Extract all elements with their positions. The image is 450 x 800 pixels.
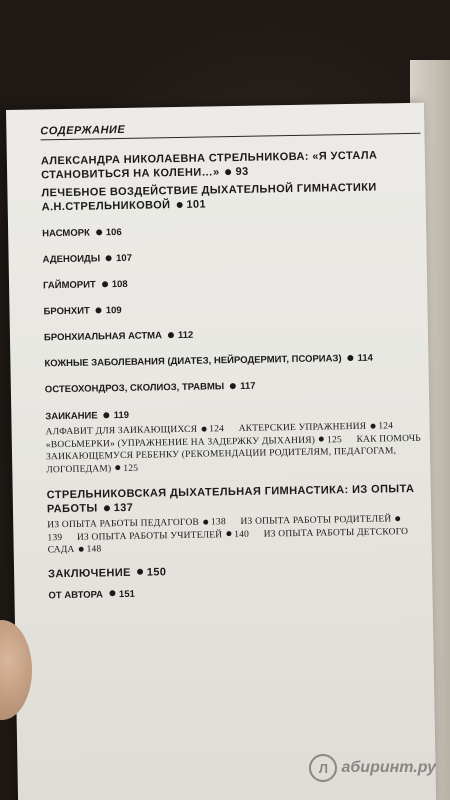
toc-subentry-title: ИЗ ОПЫТА РАБОТЫ УЧИТЕЛЕЙ — [76, 529, 223, 543]
toc-entry-title: ЛЕЧЕБНОЕ ВОЗДЕЙСТВИЕ ДЫХАТЕЛЬНОЙ ГИМНАСТИКИ А.Н.СТРЕЛЬНИКОВОЙ — [41, 181, 377, 214]
toc-subentry-page: 148 — [86, 544, 102, 555]
toc-entry-page: 93 — [235, 165, 249, 179]
bullet-icon — [96, 307, 102, 313]
toc-entry — [41, 148, 421, 183]
watermark — [309, 754, 436, 782]
toc-entry — [43, 247, 423, 267]
bullet-icon — [104, 412, 110, 418]
toc-entry-title: СТРЕЛЬНИКОВСКАЯ ДЫХАТЕЛЬНАЯ ГИМНАСТИКА: ИЗ ОПЫТА РАБОТЫ — [46, 482, 415, 516]
toc-entry-title: КОЖНЫЕ ЗАБОЛЕВАНИЯ (ДИАТЕЗ, НЕЙРОДЕРМИТ, ПСОРИАЗ) — [44, 353, 342, 370]
bullet-icon — [225, 169, 231, 175]
toc-entry-title: НАСМОРК — [42, 227, 90, 240]
toc-entry-page: 112 — [177, 329, 194, 342]
toc-entry-title: АДЕНОИДЫ — [42, 253, 101, 266]
bullet-icon — [109, 591, 115, 597]
toc-entry — [44, 325, 424, 345]
toc-entry-title: ОСТЕОХОНДРОЗ, СКОЛИОЗ, ТРАВМЫ — [44, 381, 225, 396]
toc-entry-page: 137 — [113, 501, 134, 515]
toc-entry-page: 109 — [105, 305, 122, 317]
bullet-icon — [226, 531, 231, 536]
bullet-icon — [106, 255, 112, 261]
toc-entry — [47, 482, 427, 517]
bullet-icon — [319, 437, 324, 442]
toc-entry-page: 114 — [357, 352, 373, 364]
bullet-icon — [370, 423, 375, 428]
toc-subentry-page: 125 — [123, 463, 139, 474]
toc-subentries — [46, 420, 427, 477]
toc-entry-title: ЗАИКАНИЕ — [45, 410, 98, 423]
bullet-icon — [104, 505, 110, 511]
toc-subentry-title: ИЗ ОПЫТА РАБОТЫ РОДИТЕЛЕЙ — [240, 514, 392, 527]
toc-subentry-title: АЛФАВИТ ДЛЯ ЗАИКАЮЩИХСЯ — [45, 424, 198, 438]
bullet-icon — [96, 229, 102, 235]
toc-subentry-page: 139 — [47, 532, 63, 543]
toc-subentry-title: ИЗ ОПЫТА РАБОТЫ ДЕТСКОГО САДА — [47, 526, 409, 556]
toc-entry-page: 150 — [146, 565, 167, 579]
toc-subentry-title: АКТЕРСКИЕ УПРАЖНЕНИЯ — [238, 421, 367, 434]
toc-entry — [41, 180, 421, 215]
toc-entry-title: ГАЙМОРИТ — [42, 279, 96, 292]
toc-entry-page: 151 — [118, 588, 135, 600]
toc-entry-title: БРОНХИАЛЬНАЯ АСТМА — [43, 330, 163, 344]
toc-entry — [45, 377, 425, 397]
toc-subentry-page: 125 — [327, 434, 343, 445]
toc-subentry-title: ИЗ ОПЫТА РАБОТЫ ПЕДАГОГОВ — [47, 517, 200, 531]
bullet-icon — [115, 465, 120, 470]
toc-entry — [48, 560, 428, 581]
toc-entry-page: 101 — [186, 198, 207, 211]
bullet-icon — [348, 355, 354, 361]
toc-entry-page: 106 — [105, 227, 122, 239]
toc-entry — [43, 273, 423, 293]
toc-subentry-title: КАК ПОМОЧЬ ЗАИКАЮЩЕМУСЯ РЕБЕНКУ (РЕКОМЕНДАЦИИ РОДИТЕЛЯМ, ПЕДАГОГАМ, ЛОГОПЕДАМ) — [45, 433, 421, 475]
toc-entry-page: 108 — [111, 278, 128, 291]
watermark-text: абиринт.ру — [341, 759, 436, 776]
toc-entry — [43, 299, 423, 319]
toc-entry — [42, 221, 422, 241]
bullet-icon — [79, 547, 84, 552]
bullet-icon — [137, 569, 143, 575]
toc-subentry-title: «ВОСЬМЕРКИ» (УПРАЖНЕНИЕ НА ЗАДЕРЖКУ ДЫХАНИЯ) — [45, 435, 316, 450]
toc-entry — [44, 351, 424, 371]
page-header: СОДЕРЖАНИЕ — [40, 119, 420, 141]
toc-entry-title: ОТ АВТОРА — [48, 588, 104, 601]
toc-subentry-page: 138 — [210, 517, 226, 528]
toc-subentry-page: 124 — [378, 421, 394, 432]
bullet-icon — [395, 516, 400, 521]
book-page — [6, 103, 436, 800]
toc-subentry-page: 124 — [209, 424, 225, 435]
bullet-icon — [176, 202, 182, 208]
bullet-icon — [201, 426, 206, 431]
toc-entry-title: АЛЕКСАНДРА НИКОЛАЕВНА СТРЕЛЬНИКОВА: «Я УСТАЛА СТАНОВИТЬСЯ НА КОЛЕНИ…» — [40, 149, 378, 182]
toc-entry-page: 117 — [240, 380, 256, 392]
toc-subentries — [47, 513, 428, 557]
labirint-logo-icon: Л — [309, 754, 337, 782]
toc-entry-page: 107 — [115, 252, 133, 265]
toc-entry-title: ЗАКЛЮЧЕНИЕ — [47, 566, 131, 580]
bullet-icon — [168, 332, 174, 338]
toc-content — [40, 119, 428, 602]
bullet-icon — [230, 383, 236, 389]
toc-entry-title: БРОНХИТ — [43, 305, 90, 318]
bullet-icon — [102, 281, 108, 287]
toc-entry-page: 119 — [113, 409, 130, 422]
toc-entry — [48, 582, 428, 602]
toc-subentry-page: 140 — [234, 529, 250, 540]
bullet-icon — [203, 519, 208, 524]
